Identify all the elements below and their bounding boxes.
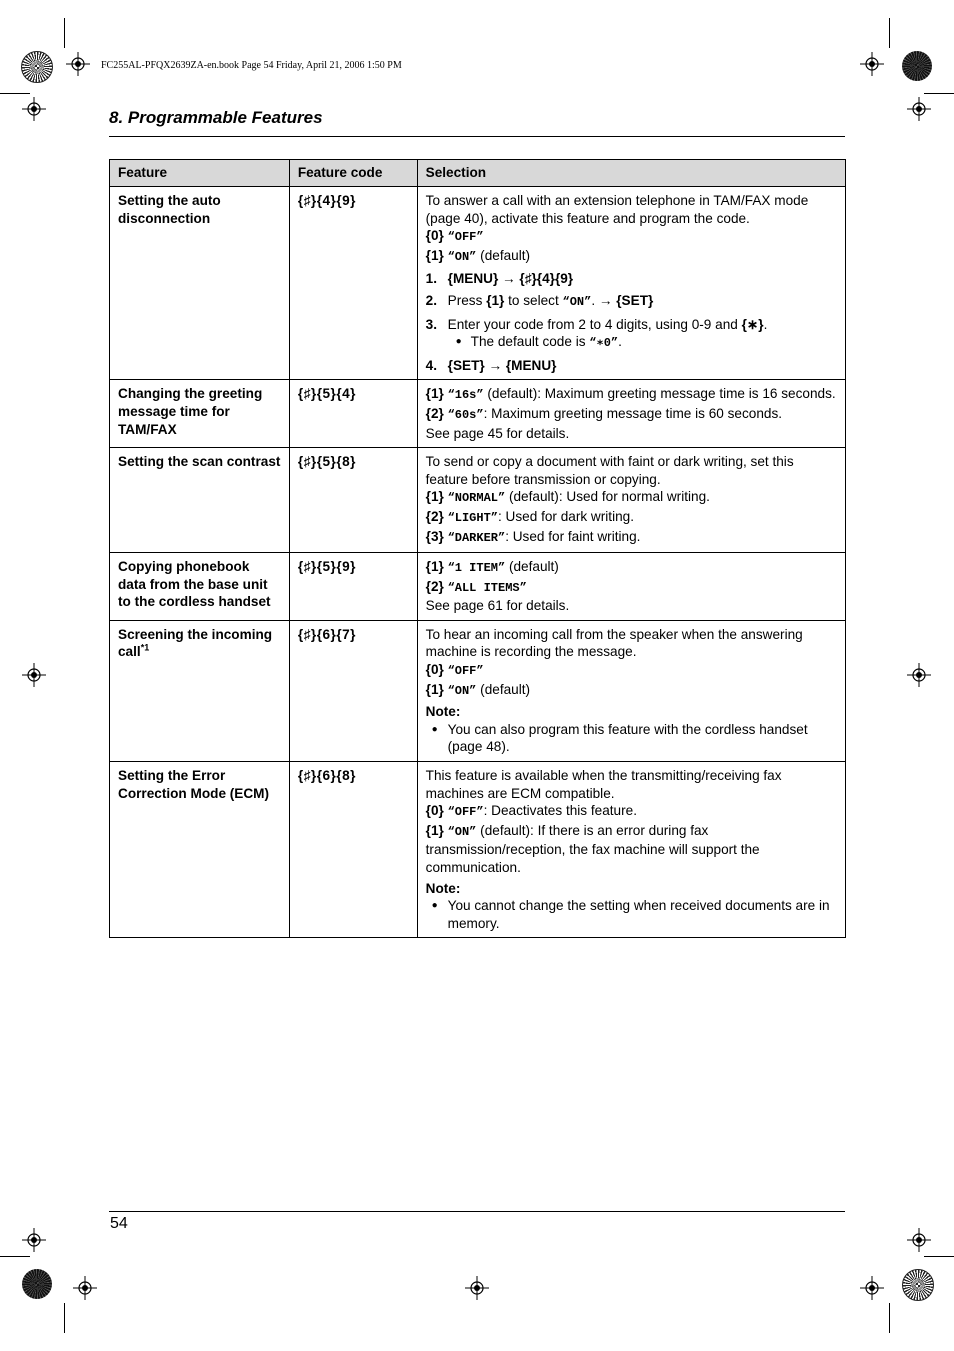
key-label: {SET} (447, 357, 485, 373)
step-text-part: . → (591, 292, 617, 308)
selection-cell (417, 762, 845, 938)
feature-table (109, 159, 846, 938)
feature-code: {♯}{5}{9} (289, 553, 417, 621)
selection-intro: To send or copy a document with faint or dark writing, set this feature before transmission or copying. (425, 454, 794, 487)
note-text: You cannot change the setting when received documents are in memory. (447, 898, 830, 931)
print-job-info: FC255AL-PFQX2639ZA-en.book Page 54 Friday, April 21, 2006 1:50 PM (101, 60, 402, 71)
option-line (426, 508, 837, 528)
display-value: “16s” (447, 388, 484, 403)
table-row (110, 620, 846, 761)
footnote-marker: *1 (140, 642, 150, 653)
registration-crosshair-icon (860, 52, 884, 76)
crop-mark (64, 1303, 65, 1333)
feature-name: Copying phonebook data from the base unit to the cordless handset (110, 553, 290, 621)
option-description: (default) (476, 247, 531, 263)
registration-crosshair-icon (73, 1276, 97, 1300)
key-label: {♯}{4}{9} (519, 271, 574, 287)
key-label: {1} (425, 386, 444, 402)
step-text-part: . (763, 316, 768, 332)
option-line (426, 247, 837, 267)
registration-rosette-icon (22, 1269, 52, 1299)
registration-crosshair-icon (22, 663, 46, 687)
step-text-part: Press (447, 292, 487, 308)
step-item (426, 357, 837, 375)
bullet-icon: ● (431, 723, 438, 735)
step-number: 2. (425, 292, 437, 308)
option-line (426, 405, 837, 425)
crop-mark (924, 1256, 954, 1257)
selection-intro: This feature is available when the transmitting/receiving fax machines are ECM compatible. (425, 768, 782, 801)
registration-crosshair-icon (22, 97, 46, 121)
feature-code: {♯}{6}{7} (289, 620, 417, 761)
registration-crosshair-icon (907, 663, 931, 687)
display-value: “ON” (447, 824, 477, 839)
see-also: See page 45 for details. (425, 425, 570, 441)
key-label: {1} (425, 822, 444, 838)
feature-code: {♯}{6}{8} (289, 762, 417, 938)
step-text (448, 357, 557, 375)
crop-mark (924, 93, 954, 94)
display-value: “NORMAL” (447, 491, 506, 506)
feature-name: Setting the Error Correction Mode (ECM) (110, 762, 290, 938)
step-item (426, 270, 837, 288)
key-label: {0} (425, 228, 444, 244)
feature-name: Changing the greeting message time for TAM/FAX (110, 380, 290, 448)
display-value: “∗0” (589, 336, 619, 351)
key-label: {2} (425, 508, 444, 524)
display-value: “ON” (562, 294, 592, 309)
bullet-text-part: The default code is (470, 334, 590, 350)
bullet-item (426, 897, 837, 932)
option-description: (default) (505, 559, 559, 575)
option-description: (default): Used for normal writing. (505, 489, 710, 505)
display-value: “1 ITEM” (447, 561, 506, 576)
registration-crosshair-icon (860, 1276, 884, 1300)
registration-crosshair-icon (907, 97, 931, 121)
bullet-icon: ● (431, 900, 438, 912)
feature-code: {♯}{4}{9} (289, 187, 417, 380)
key-label: {2} (425, 578, 444, 594)
key-label: {1} (425, 559, 444, 575)
selection-intro: To hear an incoming call from the speaker when the answering machine is recording the message. (425, 626, 803, 660)
crop-mark (889, 18, 890, 48)
option-line (426, 681, 837, 701)
key-label: {1} (425, 489, 444, 505)
note-label: Note: (425, 704, 461, 720)
see-also: See page 61 for details. (425, 598, 570, 614)
column-header-feature: Feature (110, 160, 290, 187)
footer-divider (109, 1211, 845, 1212)
key-label: {SET} (616, 292, 654, 308)
title-divider (109, 136, 845, 137)
registration-rosette-icon (902, 1269, 934, 1301)
crop-mark (889, 1303, 890, 1333)
selection-intro: To answer a call with an extension telephone in TAM/FAX mode (page 40), activate this feature and program the code. (425, 193, 809, 226)
option-description: : Deactivates this feature. (483, 803, 637, 819)
step-text (448, 316, 768, 334)
display-value: “LIGHT” (447, 510, 498, 525)
key-label: {1} (425, 247, 444, 263)
crop-mark (0, 1256, 30, 1257)
arrow-icon: → (502, 271, 516, 287)
crop-mark (0, 93, 30, 94)
step-text (448, 270, 573, 288)
step-item (426, 292, 837, 312)
registration-crosshair-icon (465, 1276, 489, 1300)
key-label: {3} (425, 528, 444, 544)
key-label: {1} (486, 292, 505, 308)
registration-crosshair-icon (66, 52, 90, 76)
option-line (426, 385, 837, 405)
registration-crosshair-icon (22, 1228, 46, 1252)
option-description: (default) (476, 681, 531, 697)
note-text: You can also program this feature with the cordless handset (page 48). (447, 721, 808, 755)
table-row (110, 553, 846, 621)
feature-name: Setting the scan contrast (110, 448, 290, 553)
column-header-selection: Selection (417, 160, 845, 187)
selection-cell (417, 620, 845, 761)
option-description: : Used for dark writing. (498, 508, 634, 524)
key-label: {∗} (741, 316, 764, 332)
display-value: “ON” (447, 249, 477, 264)
bullet-item (426, 333, 837, 353)
display-value: “ALL ITEMS” (447, 580, 527, 595)
table-row (110, 762, 846, 938)
step-number: 3. (425, 316, 437, 332)
option-description: (default): If there is an error during fax transmission/reception, the fax machine will support the communication. (425, 822, 760, 875)
key-label: {MENU} (505, 357, 557, 373)
bullet-item (426, 721, 837, 756)
option-line (426, 578, 837, 598)
key-label: {MENU} (447, 271, 499, 287)
feature-code: {♯}{5}{4} (289, 380, 417, 448)
option-line (426, 558, 837, 578)
table-row (110, 187, 846, 380)
option-line (426, 822, 837, 877)
option-description: (default): Maximum greeting message time is 16 seconds. (483, 386, 836, 402)
registration-rosette-icon (21, 51, 53, 83)
registration-crosshair-icon (907, 1228, 931, 1252)
option-line (426, 661, 837, 681)
feature-code: {♯}{5}{8} (289, 448, 417, 553)
key-label: {0} (425, 803, 444, 819)
bullet-text (471, 333, 622, 353)
arrow-icon: → (484, 357, 506, 373)
step-item (426, 316, 837, 334)
step-number: 1. (425, 271, 437, 287)
step-text-part: to select (504, 292, 563, 308)
option-line (426, 488, 837, 508)
display-value: “60s” (447, 407, 484, 422)
column-header-feature-code: Feature code (289, 160, 417, 187)
page-number: 54 (110, 1215, 128, 1232)
table-row (110, 448, 846, 553)
crop-mark (64, 18, 65, 48)
step-text-part: Enter your code from 2 to 4 digits, using 0-9 and (447, 316, 742, 332)
selection-cell (417, 187, 845, 380)
selection-cell (417, 553, 845, 621)
option-line (426, 802, 837, 822)
note-label: Note: (425, 880, 461, 896)
table-row (110, 380, 846, 448)
option-description: : Used for faint writing. (505, 528, 641, 544)
option-description: : Maximum greeting message time is 60 seconds. (483, 405, 783, 421)
display-value: “OFF” (447, 230, 484, 245)
display-value: “OFF” (447, 805, 484, 820)
display-value: “OFF” (447, 664, 484, 679)
selection-cell (417, 448, 845, 553)
table-header-row (110, 160, 846, 187)
registration-rosette-icon (902, 51, 932, 81)
option-line (426, 528, 837, 548)
display-value: “ON” (447, 683, 477, 698)
feature-name-cell (110, 620, 290, 761)
section-title: 8. Programmable Features (109, 108, 323, 127)
step-text (448, 292, 654, 312)
key-label: {2} (425, 405, 444, 421)
display-value: “DARKER” (447, 530, 506, 545)
selection-cell (417, 380, 845, 448)
bullet-text-part: . (618, 334, 622, 350)
key-label: {0} (425, 662, 444, 678)
feature-name: Setting the auto disconnection (110, 187, 290, 380)
step-number: 4. (425, 357, 437, 373)
option-line (426, 227, 837, 247)
feature-name: Screening the incoming call (118, 626, 273, 660)
bullet-icon: ● (455, 336, 462, 348)
key-label: {1} (425, 681, 444, 697)
